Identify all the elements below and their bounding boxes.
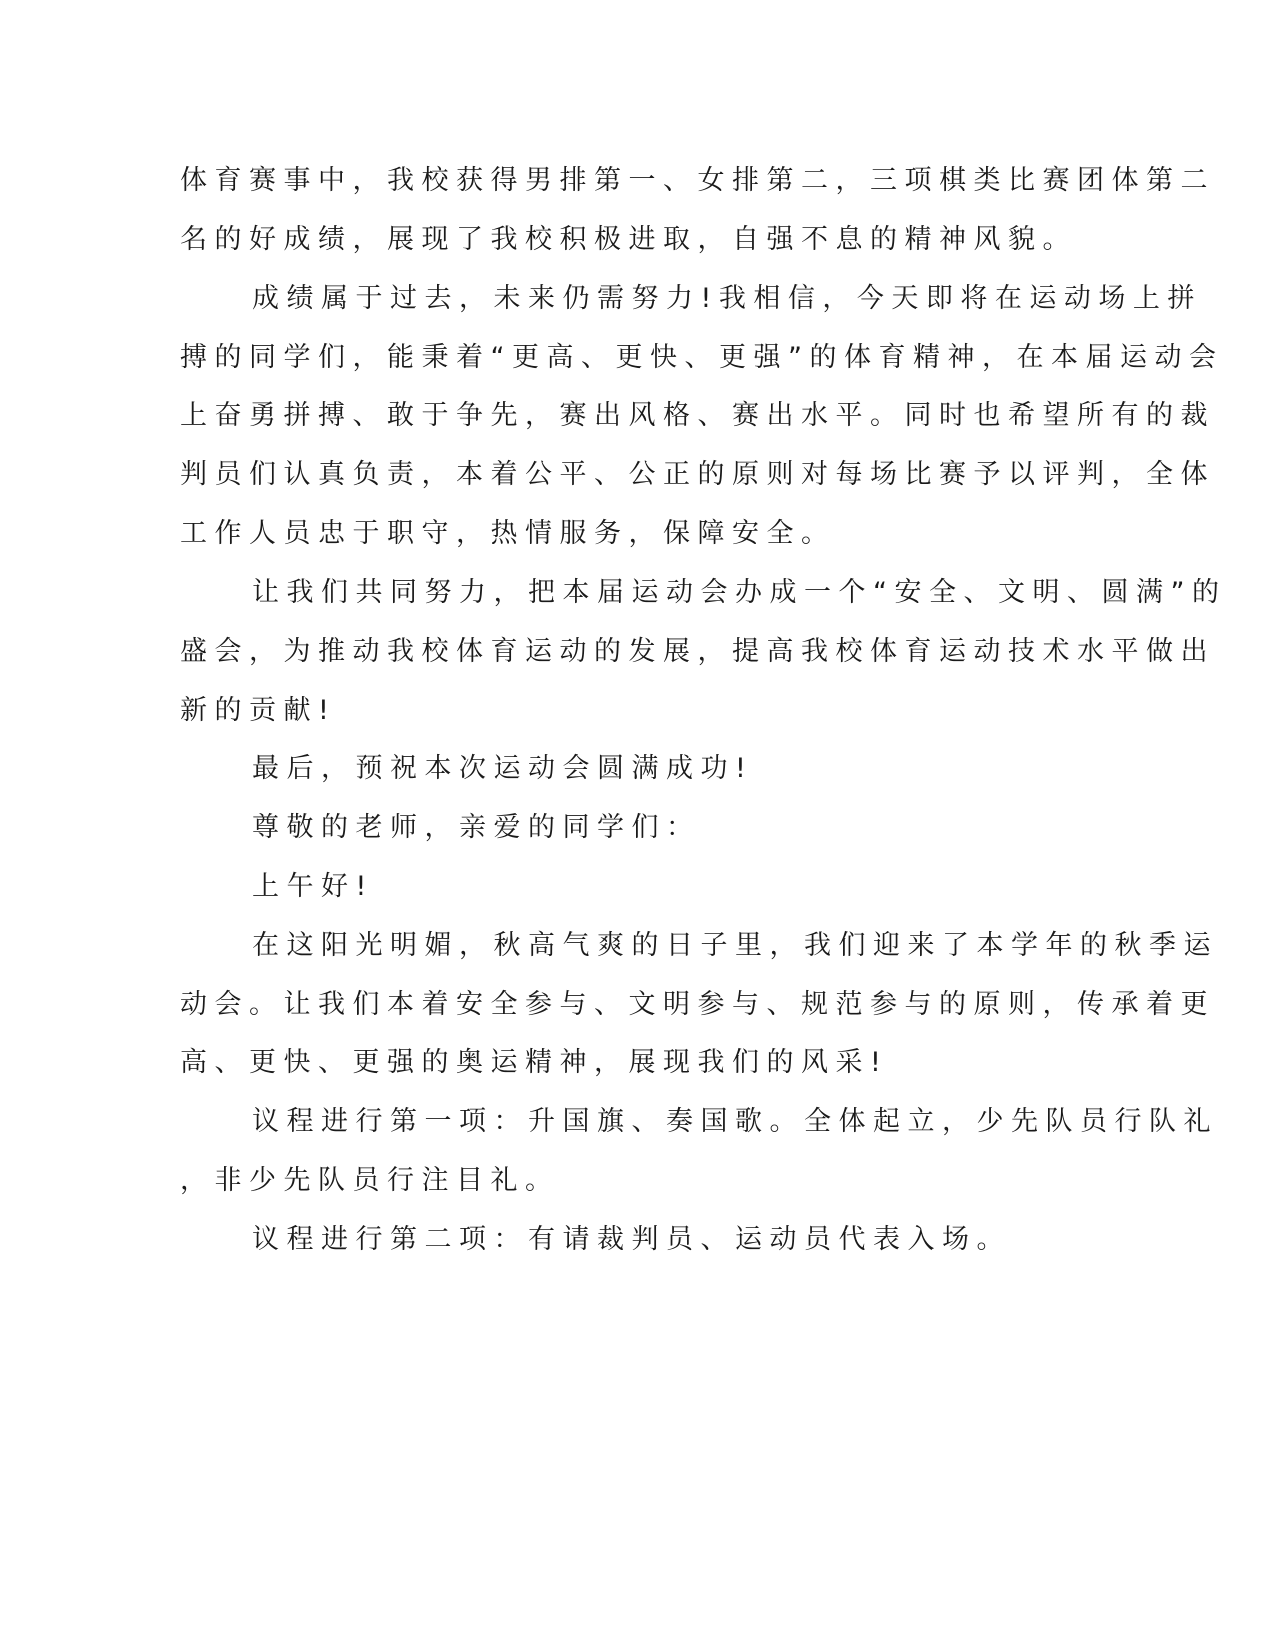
paragraph-line-18: ，非少先队员行注目礼。	[180, 1165, 560, 1196]
paragraph-line-4: 搏的同学们，能秉着“更高、更快、更强”的体育精神，在本届运动会	[180, 342, 1224, 373]
paragraph-line-7: 工作人员忠于职守，热情服务，保障安全。	[180, 518, 836, 549]
paragraph-line-6: 判员们认真负责，本着公平、公正的原则对每场比赛予以评判，全体	[180, 459, 1215, 490]
paragraph-line-13: 上午好!	[252, 871, 374, 902]
paragraph-line-15: 动会。让我们本着安全参与、文明参与、规范参与的原则，传承着更	[180, 989, 1215, 1020]
paragraph-line-9: 盛会，为推动我校体育运动的发展，提高我校体育运动技术水平做出	[180, 636, 1215, 667]
paragraph-line-12: 尊敬的老师，亲爱的同学们：	[252, 812, 701, 843]
paragraph-line-10: 新的贡献!	[180, 695, 337, 726]
paragraph-line-8: 让我们共同努力，把本届运动会办成一个“安全、文明、圆满”的	[252, 577, 1227, 608]
paragraph-line-2: 名的好成绩，展现了我校积极进取，自强不息的精神风貌。	[180, 224, 1077, 255]
paragraph-line-17: 议程进行第一项：升国旗、奏国歌。全体起立，少先队员行队礼	[252, 1106, 1218, 1137]
paragraph-line-1: 体育赛事中，我校获得男排第一、女排第二，三项棋类比赛团体第二	[180, 165, 1215, 196]
paragraph-line-3: 成绩属于过去，未来仍需努力!我相信，今天即将在运动场上拼	[252, 283, 1202, 314]
paragraph-line-14: 在这阳光明媚，秋高气爽的日子里，我们迎来了本学年的秋季运	[252, 930, 1218, 961]
paragraph-line-5: 上奋勇拼搏、敢于争先，赛出风格、赛出水平。同时也希望所有的裁	[180, 400, 1215, 431]
paragraph-line-16: 高、更快、更强的奥运精神，展现我们的风采!	[180, 1047, 889, 1078]
paragraph-line-19: 议程进行第二项：有请裁判员、运动员代表入场。	[252, 1224, 1011, 1255]
paragraph-line-11: 最后，预祝本次运动会圆满成功!	[252, 753, 754, 784]
